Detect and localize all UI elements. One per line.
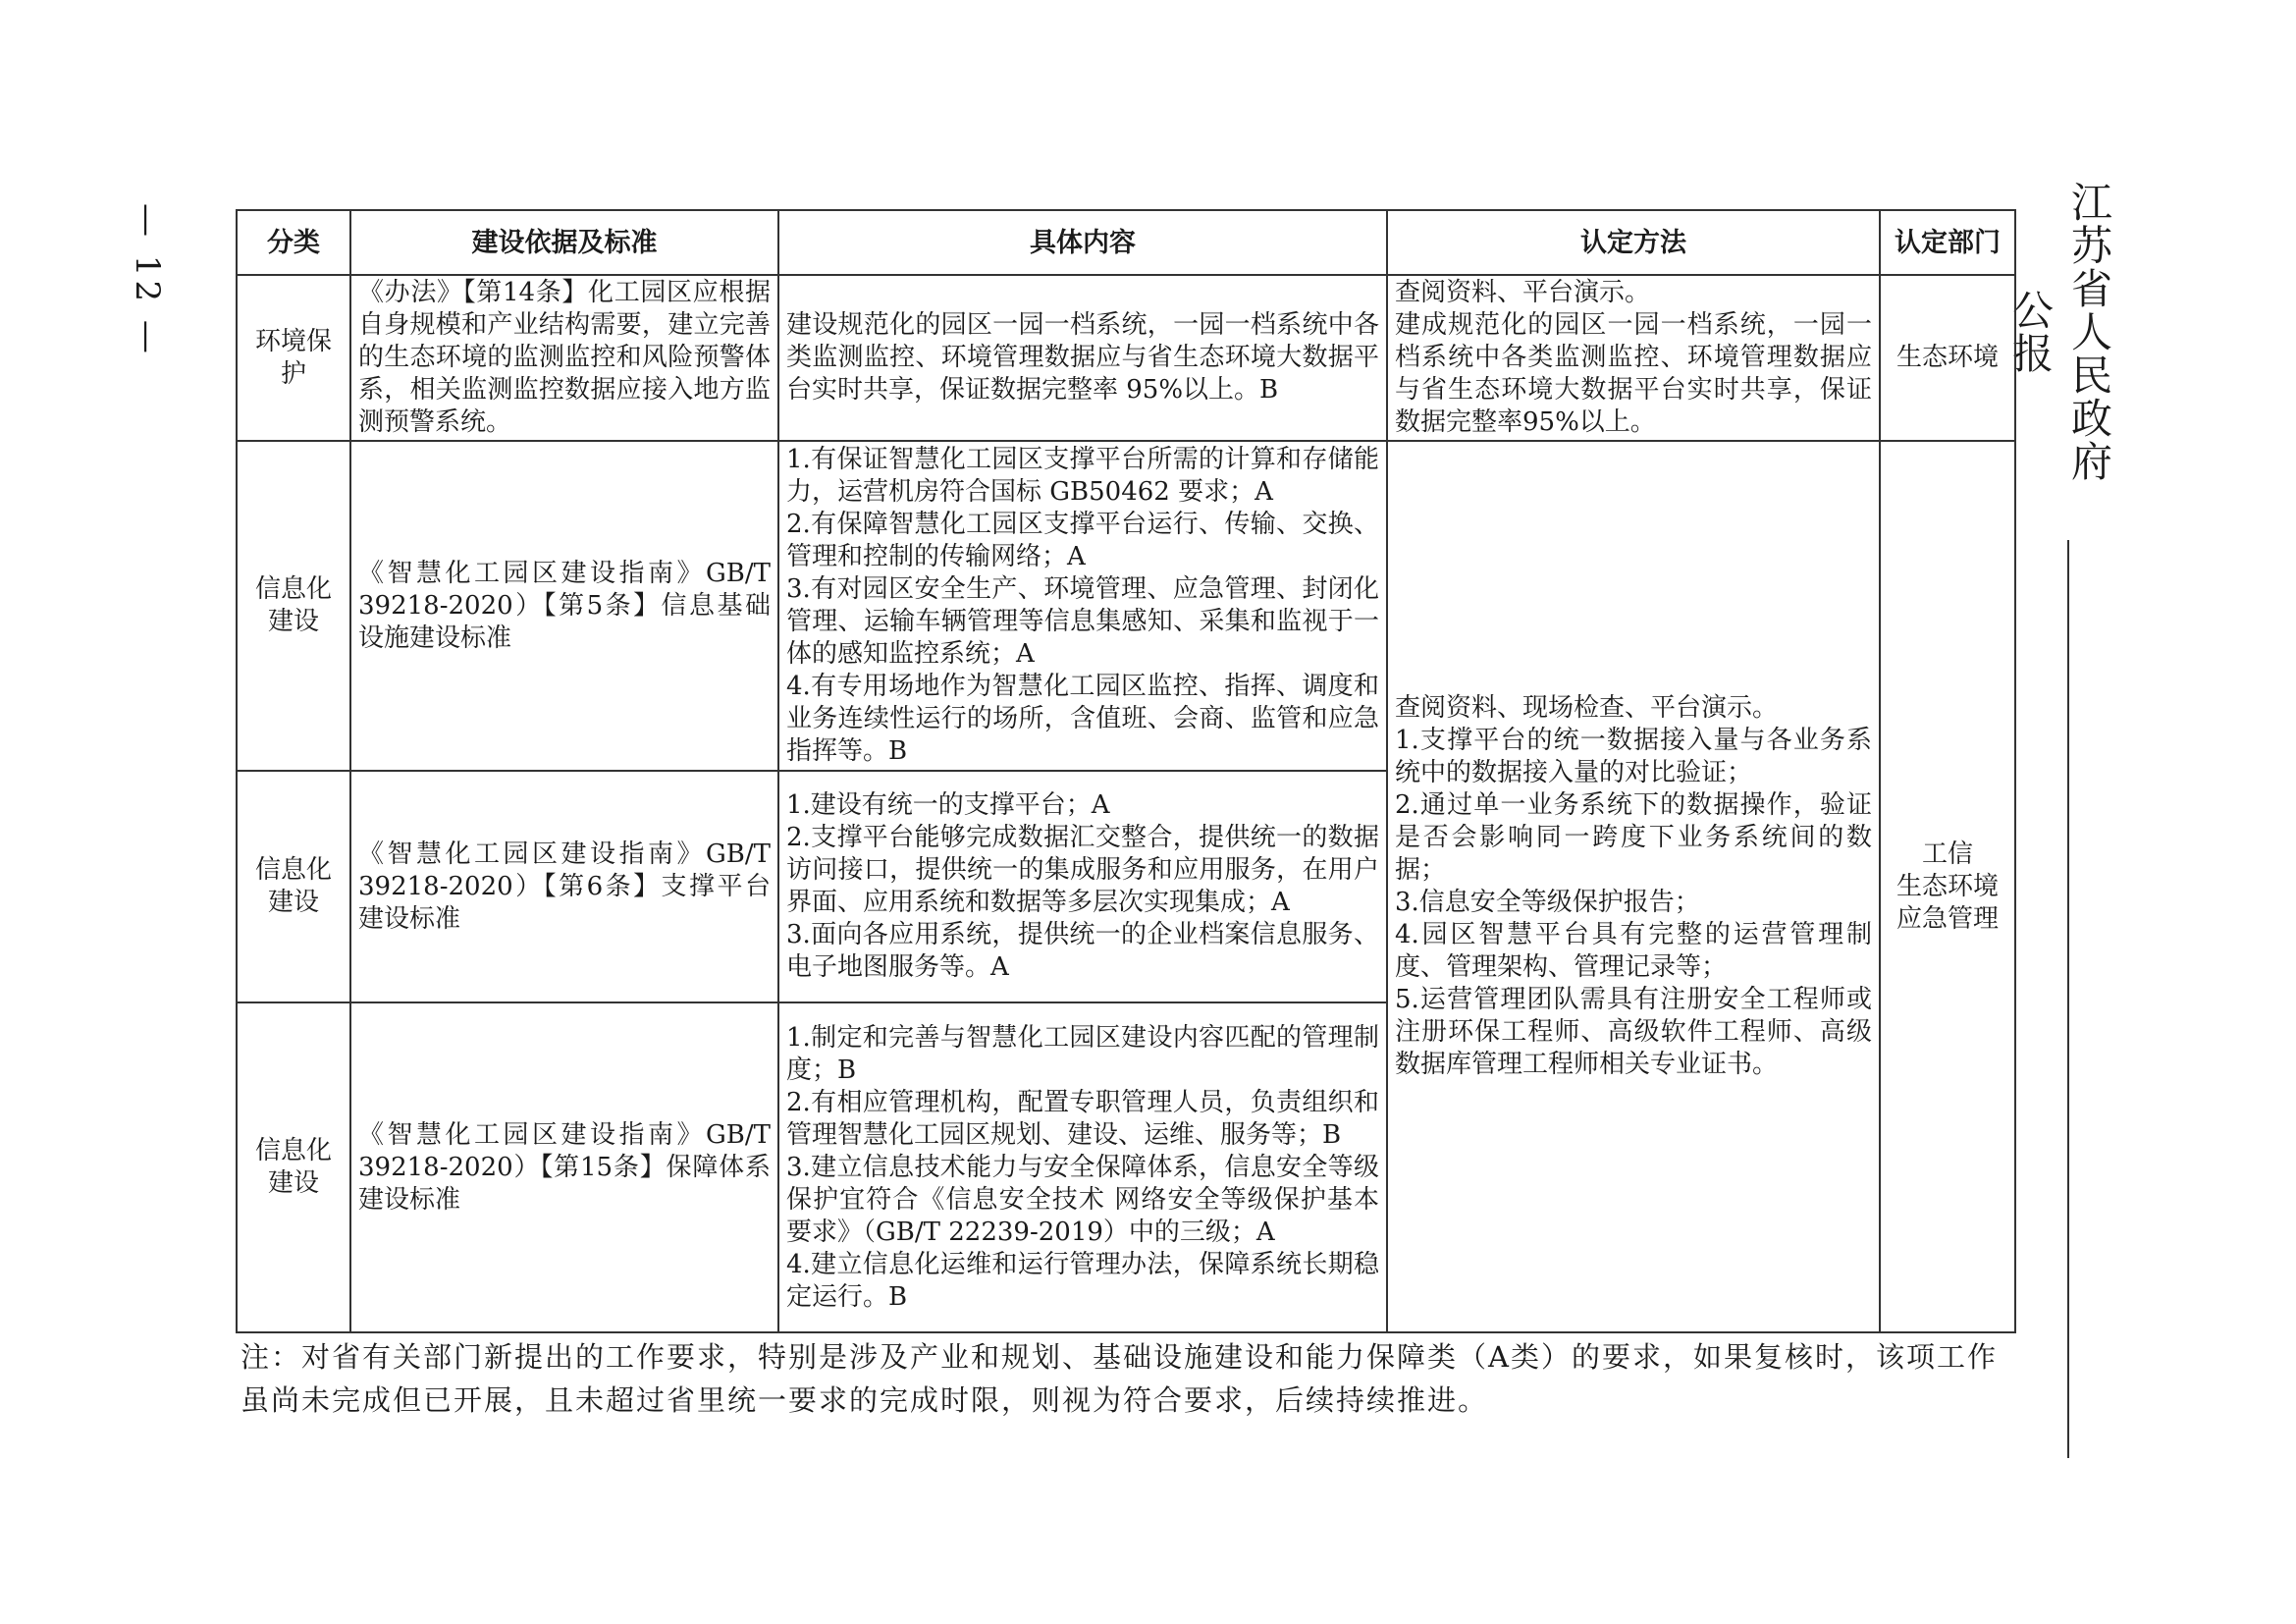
page-number: — 12 — (128, 202, 167, 357)
method-item: 1.支撑平台的统一数据接入量与各业务系统中的数据接入量的对比验证； (1395, 726, 1872, 787)
row-category: 环境保护 (237, 275, 350, 441)
row-content (778, 275, 1387, 441)
row-department (1880, 275, 2015, 441)
method-item: 建成规范化的园区一园一档系统，一园一档系统中各类监测监控、环境管理数据应与省生态环境大数据平台实时共享，保证数据完整率95%以上。 (1395, 310, 1872, 437)
department-item: 生态环境 (1896, 343, 1999, 372)
shared-method (1387, 441, 1880, 1332)
method-item: 4.园区智慧平台具有完整的运营管理制度、管理架构、管理记录等； (1395, 920, 1872, 982)
header-department: 认定部门 (1880, 210, 2015, 275)
method-item: 2.通过单一业务系统下的数据操作，验证是否会影响同一跨度下业务系统间的数据； (1395, 790, 1872, 885)
row-content (778, 1002, 1387, 1332)
content-item: 2.支撑平台能够完成数据汇交整合，提供统一的数据访问接口，提供统一的集成服务和应用服务，在用户界面、应用系统和数据等多层次实现集成；A (786, 823, 1379, 917)
content-item: 2.有保障智慧化工园区支撑平台运行、传输、交换、管理和控制的传输网络；A (786, 510, 1379, 571)
content-item: 2.有相应管理机构，配置专职管理人员，负责组织和管理智慧化工园区规划、建设、运维、服务等；B (786, 1087, 1379, 1150)
content-item: 4.有专用场地作为智慧化工园区监控、指挥、调度和业务连续性运行的场所，含值班、会商、监管和应急指挥等。B (786, 672, 1379, 766)
header-method: 认定方法 (1387, 210, 1880, 275)
content-item: 3.面向各应用系统，提供统一的企业档案信息服务、电子地图服务等。A (786, 920, 1379, 982)
margin-rule (2067, 540, 2069, 1458)
table-row (237, 275, 2015, 441)
row-category: 信息化建设 (237, 441, 350, 771)
row-category: 信息化建设 (237, 1002, 350, 1332)
header-content: 具体内容 (778, 210, 1387, 275)
row-basis: 《智慧化工园区建设指南》GB/T 39218-2020）【第6条】支撑平台建设标准 (350, 771, 778, 1002)
method-item: 查阅资料、平台演示。 (1395, 278, 1651, 307)
department-item: 工信 (1921, 839, 1973, 869)
row-basis: 《办法》【第14条】化工园区应根据自身规模和产业结构需要，建立完善的生态环境的监测监控和风险预警体系，相关监测监控数据应接入地方监测预警系统。 (350, 275, 778, 441)
row-content (778, 441, 1387, 771)
row-basis: 《智慧化工园区建设指南》GB/T 39218-2020）【第15条】保障体系建设标准 (350, 1002, 778, 1332)
table-header-row (237, 210, 2015, 275)
department-item: 应急管理 (1896, 903, 1999, 934)
method-item: 3.信息安全等级保护报告； (1395, 888, 1700, 917)
row-method (1387, 275, 1880, 441)
content-item: 3.有对园区安全生产、环境管理、应急管理、封闭化管理、运输车辆管理等信息集感知、采集和监视于一体的感知监控系统；A (786, 574, 1379, 669)
header-category: 分类 (237, 210, 350, 275)
shared-department (1880, 441, 2015, 1332)
content-item: 1.制定和完善与智慧化工园区建设内容匹配的管理制度；B (786, 1022, 1379, 1085)
method-item: 5.运营管理团队需具有注册安全工程师或注册环保工程师、高级软件工程师、高级数据库管理工程师相关专业证书。 (1395, 985, 1872, 1079)
row-content (778, 771, 1387, 1002)
row-basis: 《智慧化工园区建设指南》GB/T 39218-2020）【第5条】信息基础设施建设标准 (350, 441, 778, 771)
table-footnote: 注：对省有关部门新提出的工作要求，特别是涉及产业和规划、基础设施建设和能力保障类（A类）的要求，如果复核时，该项工作虽尚未完成但已开展，且未超过省里统一要求的完成时限，则视为符合要求，后续持续推进。 (240, 1340, 1998, 1417)
department-item: 生态环境 (1896, 871, 1999, 901)
standards-table (236, 209, 2016, 1333)
content-item: 3.建立信息技术能力与安全保障体系，信息安全等级保护宜符合《信息安全技术 网络安全等级保护基本要求》（GB/T 22239-2019）中的三级；A (786, 1152, 1379, 1247)
row-category: 信息化建设 (237, 771, 350, 1002)
method-item: 查阅资料、现场检查、平台演示。 (1395, 693, 1779, 723)
content-item: 4.建立信息化运维和运行管理办法，保障系统长期稳定运行。B (786, 1249, 1379, 1312)
table-row (237, 441, 2015, 771)
header-basis: 建设依据及标准 (350, 210, 778, 275)
journal-title: 江苏省人民政府公报 (2006, 181, 2113, 483)
content-item: 1.有保证智慧化工园区支撑平台所需的计算和存储能力，运营机房符合国标 GB50462 要求；A (786, 445, 1379, 507)
content-item: 建设规范化的园区一园一档系统，一园一档系统中各类监测监控、环境管理数据应与省生态环境大数据平台实时共享，保证数据完整率 95%以上。B (786, 310, 1379, 405)
content-item: 1.建设有统一的支撑平台；A (786, 790, 1110, 820)
